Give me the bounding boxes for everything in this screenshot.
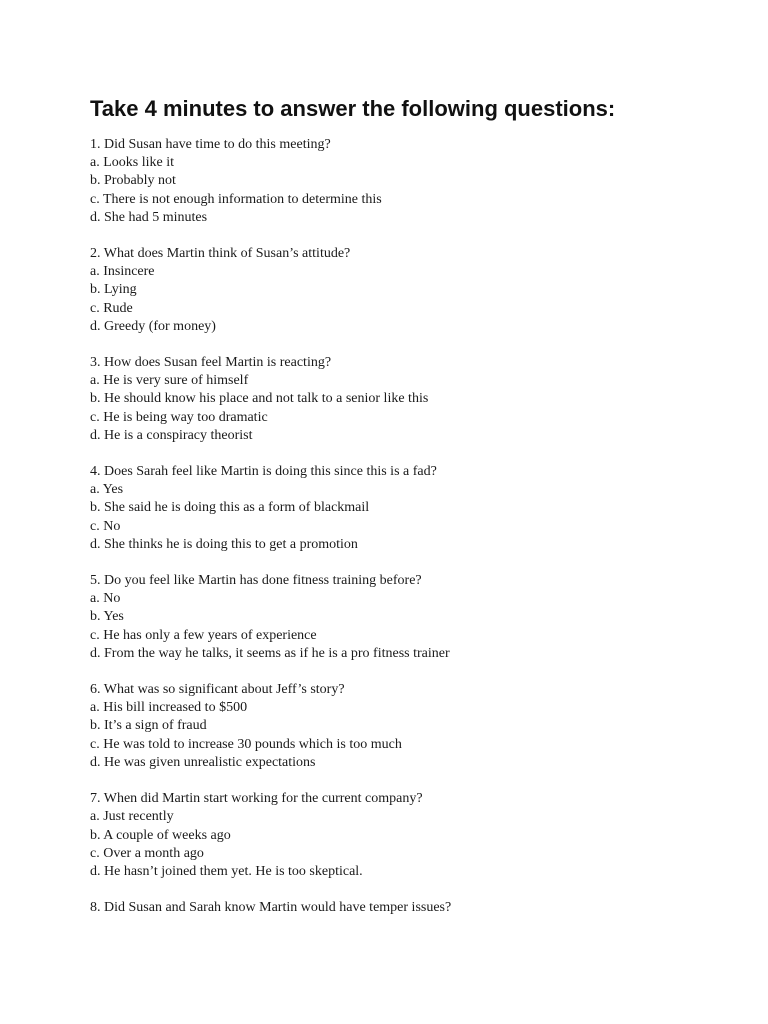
answer-option-d: d. She had 5 minutes bbox=[90, 209, 208, 225]
question-6 bbox=[90, 681, 730, 772]
question-prompt: 6. What was so significant about Jeff’s story? bbox=[90, 682, 345, 698]
answer-option-c: c. No bbox=[90, 518, 121, 534]
answer-option-a: a. His bill increased to $500 bbox=[90, 700, 248, 716]
answer-option-a: a. Insincere bbox=[90, 264, 155, 280]
answer-option-d: d. Greedy (for money) bbox=[90, 318, 216, 334]
question-3 bbox=[90, 354, 730, 445]
question-prompt: 2. What does Martin think of Susan’s attitude? bbox=[90, 246, 351, 262]
answer-option-b: b. It’s a sign of fraud bbox=[90, 718, 207, 734]
answer-option-b: b. Probably not bbox=[90, 173, 176, 189]
answer-option-b: b. He should know his place and not talk to a senior like this bbox=[90, 391, 429, 407]
page-title: Take 4 minutes to answer the following questions: bbox=[90, 96, 616, 121]
answer-option-a: a. He is very sure of himself bbox=[90, 373, 249, 389]
question-prompt: 1. Did Susan have time to do this meeting? bbox=[90, 137, 331, 152]
answer-option-b: b. She said he is doing this as a form of blackmail bbox=[90, 500, 370, 516]
question-8 bbox=[90, 899, 730, 917]
answer-option-d: d. He hasn’t joined them yet. He is too skeptical. bbox=[90, 863, 363, 879]
answer-option-b: b. Lying bbox=[90, 282, 137, 298]
answer-option-c: c. There is not enough information to determine this bbox=[90, 191, 382, 207]
answer-option-c: c. He is being way too dramatic bbox=[90, 409, 268, 425]
answer-option-a: a. Yes bbox=[90, 482, 124, 498]
answer-option-d: d. From the way he talks, it seems as if he is a pro fitness trainer bbox=[90, 645, 450, 661]
answer-option-b: b. A couple of weeks ago bbox=[90, 827, 231, 843]
answer-option-d: d. She thinks he is doing this to get a promotion bbox=[90, 536, 358, 552]
question-4 bbox=[90, 463, 730, 554]
question-1 bbox=[90, 136, 730, 227]
answer-option-a: a. No bbox=[90, 591, 121, 607]
answer-option-c: c. He has only a few years of experience bbox=[90, 627, 317, 643]
answer-option-a: a. Looks like it bbox=[90, 155, 174, 171]
answer-option-c: c. He was told to increase 30 pounds which is too much bbox=[90, 736, 402, 752]
question-prompt: 3. How does Susan feel Martin is reacting? bbox=[90, 355, 332, 371]
question-7 bbox=[90, 790, 730, 881]
answer-option-d: d. He was given unrealistic expectations bbox=[90, 754, 316, 770]
answer-option-c: c. Over a month ago bbox=[90, 845, 204, 861]
document-page bbox=[90, 95, 730, 935]
answer-option-b: b. Yes bbox=[90, 609, 124, 625]
question-prompt: 5. Do you feel like Martin has done fitness training before? bbox=[90, 573, 422, 589]
question-prompt: 8. Did Susan and Sarah know Martin would have temper issues? bbox=[90, 900, 452, 916]
question-2 bbox=[90, 245, 730, 336]
answer-option-c: c. Rude bbox=[90, 300, 133, 316]
question-5 bbox=[90, 572, 730, 663]
question-prompt: 7. When did Martin start working for the current company? bbox=[90, 791, 423, 807]
question-prompt: 4. Does Sarah feel like Martin is doing this since this is a fad? bbox=[90, 464, 437, 480]
answer-option-d: d. He is a conspiracy theorist bbox=[90, 427, 253, 443]
answer-option-a: a. Just recently bbox=[90, 809, 174, 825]
